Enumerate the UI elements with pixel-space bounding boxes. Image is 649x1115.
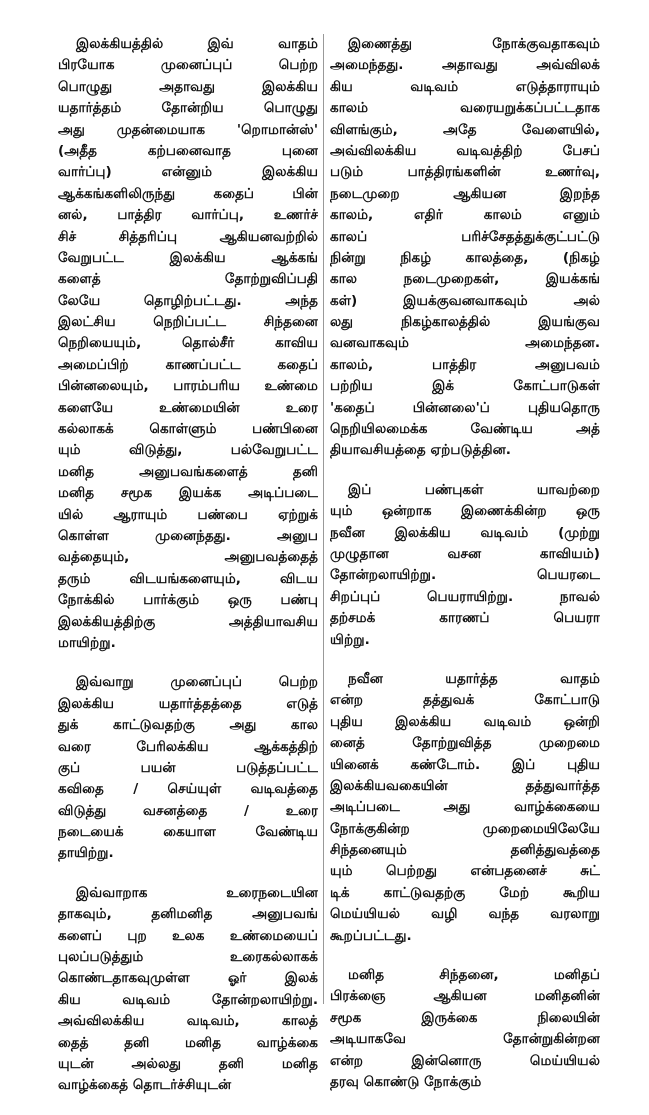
text-line: கல்லாகக் கொள்ளும் பண்பினை bbox=[58, 421, 318, 438]
text-line: வரை பேரிலக்கிய ஆக்கத்திற் bbox=[58, 738, 318, 755]
text-line: சமூக இருக்கை நிலையின் bbox=[330, 1009, 600, 1026]
text-line: நின்று நிகழ் காலத்தை, (நிகழ் bbox=[330, 249, 600, 266]
text-line: சிச் சித்தரிப்பு ஆகியனவற்றில் bbox=[58, 228, 318, 245]
text-line: காலப் பரிச்சேதத்துக்குட்பட்டு bbox=[330, 228, 600, 245]
text-line: நெறியிலமைக்க வேண்டிய அத் bbox=[330, 421, 600, 438]
text-line: வனவாகவும் அமைந்தன. bbox=[330, 335, 600, 352]
text-line: களைப் புற உலக உண்மையைப் bbox=[58, 927, 318, 944]
text-line: கூறப்பட்டது. bbox=[330, 927, 412, 944]
text-line: கள்) இயக்குவனவாகவும் அல் bbox=[330, 292, 600, 309]
text-line: (அதீத கற்பனைவாத புனை bbox=[58, 142, 318, 159]
text-line: இலட்சிய நெறிப்பட்ட சிந்தனை bbox=[58, 314, 318, 331]
text-line: அமைப்பிற் காணப்பட்ட கதைப் bbox=[58, 356, 318, 373]
text-line: இணைத்து நோக்குவதாகவும் bbox=[348, 36, 600, 52]
text-line: யினைக் கண்டோம். இப் புதிய bbox=[330, 756, 600, 773]
text-line: கிய வடிவம் தோன்றலாயிற்று. bbox=[58, 991, 318, 1008]
text-line: களையே உண்மையின் உரை bbox=[58, 399, 318, 416]
paragraph bbox=[58, 672, 318, 865]
text-line: தைத் தனி மனித வாழ்க்கை bbox=[58, 1034, 318, 1051]
text-line: புதிய இலக்கிய வடிவம் ஒன்றி bbox=[330, 713, 600, 730]
text-line: யிற்று. bbox=[330, 631, 370, 648]
text-line: னைத் தோற்றுவித்த முறைமை bbox=[330, 735, 600, 752]
text-line: களைத் தோற்றுவிப்பதி bbox=[58, 271, 318, 288]
text-line: வேறுபட்ட இலக்கிய ஆக்கங் bbox=[58, 249, 318, 266]
text-line: விடுத்து வசனத்தை / உரை bbox=[58, 802, 318, 819]
text-line: கொள்ள முனைந்தது. அனுப bbox=[58, 527, 318, 544]
text-line: அமைந்தது. அதாவது அவ்விலக் bbox=[330, 57, 600, 74]
text-line: தோன்றலாயிற்று. பெயரடை bbox=[330, 567, 600, 584]
text-line: யும் விடுத்து, பல்வேறுபட்ட bbox=[58, 442, 318, 459]
paragraph bbox=[330, 965, 600, 1093]
text-line: மனித அனுபவங்களைத் தனி bbox=[58, 463, 318, 480]
text-line: சிந்தனையும் தனித்துவத்தை bbox=[330, 842, 600, 859]
text-line: காலம், எதிர் காலம் எனும் bbox=[330, 207, 600, 224]
text-line: படும் பாத்திரங்களின் உணர்வு, bbox=[330, 164, 600, 181]
text-line: தாயிற்று. bbox=[58, 845, 114, 862]
text-line: இலக்கியத்திற்கு அத்தியாவசிய bbox=[58, 613, 318, 630]
text-line: முழுதான வசன காவியம்) bbox=[330, 545, 600, 562]
text-line: லது நிகழ்காலத்தில் இயங்குவ bbox=[330, 314, 600, 331]
text-line: துக் காட்டுவதற்கு அது கால bbox=[58, 717, 318, 734]
text-line: நோக்குகின்ற முறைமையிலேயே bbox=[330, 820, 600, 837]
text-line: என்ற இன்னொரு மெய்யியல் bbox=[330, 1052, 600, 1069]
text-line: வார்ப்பு) என்னும் இலக்கிய bbox=[58, 164, 318, 181]
paragraph bbox=[330, 34, 600, 462]
text-line: வாழ்க்கைத் தொடர்ச்சியுடன் bbox=[58, 1077, 232, 1094]
text-line: காலம், பாத்திர அனுபவம் bbox=[330, 356, 600, 373]
text-line: சிறப்புப் பெயராயிற்று. நாவல் bbox=[330, 588, 600, 605]
text-line: யுடன் அல்லது தனி மனித bbox=[58, 1055, 318, 1072]
text-line: 'கதைப் பின்னலை'ப் புதியதொரு bbox=[330, 399, 600, 416]
text-line: நெறியையும், தொல்சீர் காவிய bbox=[58, 335, 318, 352]
text-line: நவீன யதார்த்த வாதம் bbox=[348, 670, 600, 687]
text-line: வத்தையும், அனுபவத்தைத் bbox=[58, 549, 318, 566]
text-line: நோக்கில் பார்க்கும் ஒரு பண்பு bbox=[58, 592, 318, 609]
text-line: மனித சிந்தனை, மனிதப் bbox=[348, 967, 600, 984]
text-line: பிரயோக முனைப்புப் பெற்ற bbox=[58, 57, 318, 74]
text-line: கால நடைமுறைகள், இயக்கங் bbox=[330, 271, 600, 288]
text-line: புலப்படுத்தும் உரைகல்லாகக் bbox=[58, 949, 318, 966]
text-line: நடைமுறை ஆகியன இறந்த bbox=[330, 185, 600, 202]
text-line: பின்னலையும், பாரம்பரிய உண்மை bbox=[58, 378, 318, 395]
text-line: பற்றிய இக் கோட்பாடுகள் bbox=[330, 378, 600, 395]
text-line: அது முதன்மையாக 'றொமான்ஸ்' bbox=[58, 121, 318, 138]
text-line: மாயிற்று. bbox=[58, 634, 116, 651]
text-line: யதார்த்தம் தோன்றிய பொழுது bbox=[58, 100, 318, 117]
text-line: மனித சமூக இயக்க அடிப்படை bbox=[58, 485, 318, 502]
text-line: அவ்விலக்கிய வடிவத்திற் பேசப் bbox=[330, 142, 600, 159]
text-line: தியாவசியத்தை ஏற்படுத்தின. bbox=[330, 442, 511, 459]
text-line: கவிதை / செய்யுள் வடிவத்தை bbox=[58, 781, 318, 798]
text-line: அடிப்படை அது வாழ்க்கையை bbox=[330, 799, 600, 816]
text-line: விளங்கும், அதே வேளையில், bbox=[330, 121, 600, 138]
text-line: பிரக்ஞை ஆகியன மனிதனின் bbox=[330, 988, 600, 1005]
text-line: நவீன இலக்கிய வடிவம் (முற்று bbox=[330, 524, 600, 541]
text-line: காலம் வரையறுக்கப்பட்டதாக bbox=[330, 100, 600, 117]
paragraph bbox=[58, 883, 318, 1097]
text-line: பொழுது அதாவது இலக்கிய bbox=[58, 78, 318, 95]
text-line: ஆக்கங்களிலிருந்து கதைப் பின் bbox=[58, 185, 318, 202]
right-column bbox=[330, 34, 600, 1111]
text-line: கிய வடிவம் எடுத்தாராயும் bbox=[330, 78, 600, 95]
text-line: டிக் காட்டுவதற்கு மேற் கூறிய bbox=[330, 884, 600, 901]
text-line: னல், பாத்திர வார்ப்பு, உணர்ச் bbox=[58, 207, 318, 224]
paragraph bbox=[330, 480, 600, 651]
text-line: நடையைக் கையாள வேண்டிய bbox=[58, 824, 318, 841]
text-line: தரும் விடயங்களையும், விடய bbox=[58, 570, 318, 587]
text-line: தாகவும், தனிமனித அனுபவங் bbox=[58, 906, 318, 923]
text-line: அடியாகவே தோன்றுகின்றன bbox=[330, 1031, 600, 1048]
text-line: என்ற தத்துவக் கோட்பாடு bbox=[330, 692, 600, 709]
text-line: குப் பயன் படுத்தப்பட்ட bbox=[58, 759, 318, 776]
text-line: யில் ஆராயும் பண்பை ஏற்றுக் bbox=[58, 506, 318, 523]
text-line: லேயே தொழிற்பட்டது. அந்த bbox=[58, 292, 318, 309]
text-line: இலக்கிய யதார்த்தத்தை எடுத் bbox=[58, 695, 318, 712]
text-line: இவ்வாறு முனைப்புப் பெற்ற bbox=[76, 674, 318, 691]
text-line: யும் பெற்றது என்பதனைச் சுட் bbox=[330, 863, 600, 880]
text-line: இவ்வாறாக உரைநடையின bbox=[76, 884, 318, 901]
text-line: இலக்கியத்தில் இவ் வாதம் bbox=[76, 36, 318, 52]
left-column bbox=[58, 34, 318, 1115]
text-line: இலக்கியவகையின் தத்துவார்த்த bbox=[330, 777, 600, 794]
text-line: கொண்டதாகவுமுள்ள ஓர் இலக் bbox=[58, 970, 318, 987]
text-line: அவ்விலக்கிய வடிவம், காலத் bbox=[58, 1013, 318, 1030]
text-line: தரவு கொண்டு நோக்கும் bbox=[330, 1073, 482, 1090]
paragraph bbox=[58, 34, 318, 654]
text-line: யும் ஒன்றாக இணைக்கின்ற ஒரு bbox=[330, 503, 600, 520]
text-line: மெய்யியல் வழி வந்த வரலாறு bbox=[330, 906, 600, 923]
paragraph bbox=[330, 669, 600, 947]
text-line: தற்சமக் காரணப் பெயரா bbox=[330, 610, 600, 627]
text-line: இப் பண்புகள் யாவற்றை bbox=[348, 481, 600, 498]
column-divider bbox=[323, 34, 324, 1004]
